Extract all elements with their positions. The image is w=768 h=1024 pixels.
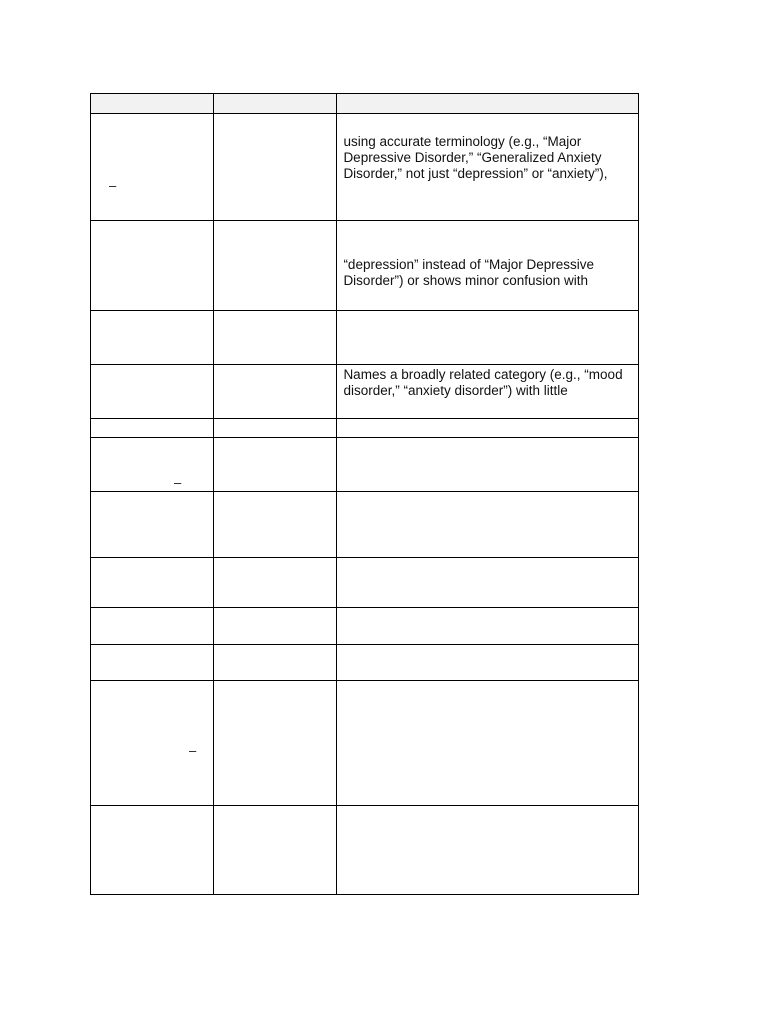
- criterion-cell: [91, 419, 214, 438]
- description-cell: [337, 221, 639, 311]
- description-cell: [337, 806, 639, 895]
- header-cell-1: [91, 94, 214, 114]
- table-row: [91, 419, 639, 438]
- criterion-cell: [91, 645, 214, 681]
- description-text: Names a broadly related category (e.g., “mood disorder,” “anxiety disorder”) with little: [343, 367, 623, 398]
- dash-mark: –: [174, 475, 182, 490]
- header-cell-3: [337, 94, 639, 114]
- dash-mark: –: [109, 178, 117, 193]
- criterion-cell: [91, 438, 214, 492]
- level-cell: [214, 114, 337, 221]
- header-cell-2: [214, 94, 337, 114]
- description-cell: [337, 608, 639, 645]
- dash-mark: –: [189, 743, 197, 758]
- description-cell: [337, 365, 639, 419]
- description-cell: [337, 311, 639, 365]
- table-header-row: [91, 94, 639, 114]
- criterion-cell: [91, 365, 214, 419]
- description-text: “depression” instead of “Major Depressive Disorder”) or shows minor confusion with: [343, 257, 595, 288]
- level-cell: [214, 438, 337, 492]
- criterion-cell: [91, 221, 214, 311]
- table-row: [91, 558, 639, 608]
- table-row: [91, 492, 639, 558]
- level-cell: [214, 365, 337, 419]
- description-cell: [337, 645, 639, 681]
- description-cell: [337, 492, 639, 558]
- criterion-cell: [91, 681, 214, 806]
- criterion-cell: [91, 608, 214, 645]
- level-cell: [214, 311, 337, 365]
- table-row: [91, 438, 639, 492]
- table-row: [91, 806, 639, 895]
- description-cell: [337, 114, 639, 221]
- description-cell: [337, 438, 639, 492]
- level-cell: [214, 806, 337, 895]
- table-row: [91, 365, 639, 419]
- table-row: [91, 608, 639, 645]
- description-cell: [337, 681, 639, 806]
- criterion-cell: [91, 492, 214, 558]
- table-row: [91, 114, 639, 221]
- description-cell: [337, 419, 639, 438]
- criterion-cell: [91, 806, 214, 895]
- description-cell: [337, 558, 639, 608]
- level-cell: [214, 681, 337, 806]
- table-row: [91, 681, 639, 806]
- criterion-cell: [91, 114, 214, 221]
- rubric-table: [90, 93, 639, 895]
- level-cell: [214, 608, 337, 645]
- table-row: [91, 221, 639, 311]
- table-row: [91, 645, 639, 681]
- criterion-cell: [91, 311, 214, 365]
- criterion-cell: [91, 558, 214, 608]
- description-text: using accurate terminology (e.g., “Major Depressive Disorder,” “Generalized Anxiety Disorder,” not just “depression” or “anxiety”),: [343, 134, 608, 181]
- level-cell: [214, 558, 337, 608]
- level-cell: [214, 645, 337, 681]
- level-cell: [214, 419, 337, 438]
- table-row: [91, 311, 639, 365]
- level-cell: [214, 492, 337, 558]
- level-cell: [214, 221, 337, 311]
